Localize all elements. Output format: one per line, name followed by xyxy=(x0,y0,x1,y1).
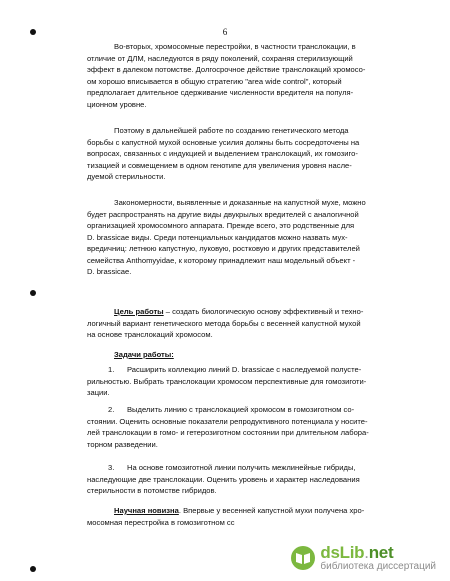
binder-hole-dot xyxy=(30,29,36,35)
text-line: на основе транслокаций хромосом. xyxy=(87,330,213,339)
text-line: отличие от ДЛМ, наследуются в ряду поколений, сохраняя стерилизующий xyxy=(87,53,353,63)
page-number: 6 xyxy=(222,27,228,37)
text-line: мосомная перестройка в гомозиготном сс xyxy=(87,517,235,527)
paragraph-1 xyxy=(87,41,409,110)
paragraph-3 xyxy=(87,197,409,278)
text-line: рильностью. Выбрать транслокации хромосом перспективные для гомозиготи- xyxy=(87,376,367,386)
text-line: Во-вторых, хромосомные перестройки, в частности транслокации, в xyxy=(114,42,356,51)
watermark-subtitle: библиотека диссертаций xyxy=(320,561,436,572)
text-line: наследующие две транслокации. Оценить уровень и характер наследования xyxy=(87,474,360,484)
text-line: лей транслокации в гомо- и гетерозиготном состоянии при длительном лабора- xyxy=(87,428,369,437)
text-line: . Впервые у весенней капустной мухи получена хро- xyxy=(178,506,365,515)
text-line: ционном уровне. xyxy=(87,99,147,109)
text-line: D. brassicae. xyxy=(87,267,132,276)
text-line: эффект в далеком потомстве. Долгосрочное действие транслокаций хромосо- xyxy=(87,65,366,74)
text-line: будет распространять на другие виды двукрылых вредителей с аналогичной xyxy=(87,209,359,219)
text-line: семейства Anthomyyidae, к которому принадлежит наш модельный объект - xyxy=(87,255,356,265)
text-line: 1. Расширить коллекцию линий D. brassicae с наследуемой полусте- xyxy=(108,365,362,374)
text-line: Поэтому в дальнейшей работе по созданию генетического метода xyxy=(114,126,349,135)
text-line: – создать биологическую основу эффективный и техно- xyxy=(163,307,364,316)
tasks-label: Задачи работы: xyxy=(114,350,174,359)
text-line: дуемой стерильности. xyxy=(87,172,166,181)
task-3 xyxy=(87,462,409,497)
goal-label: Цель работы xyxy=(114,307,164,316)
text-line: тизацией и совмещением в одном генотипе для увеличения уровня насле- xyxy=(87,160,352,170)
text-line: 2. Выделить линию с транслокацией хромосом в гомозиготном со- xyxy=(108,405,355,414)
text-line: организацией хромосомного аппарата. Прежде всего, это родственные для xyxy=(87,221,355,230)
dslib-watermark xyxy=(290,543,436,573)
text-line: 3. На основе гомозиготной линии получить межлинейные гибриды, xyxy=(108,463,356,472)
text-line: стерильности в потомстве гибридов. xyxy=(87,486,217,495)
text-line: логичный вариант генетического метода борьбы с весенней капустной мухой xyxy=(87,318,361,328)
text-line: предполагает длительное сдерживание численности вредителя на популя- xyxy=(87,88,354,97)
novelty-paragraph xyxy=(87,505,409,528)
text-line: стоянии. Оценить основные показатели репродуктивного потенциала у носите- xyxy=(87,416,368,426)
text-line: вопросах, связанных с индукцией и выделением транслокаций, их гомозиго- xyxy=(87,149,358,158)
text-line: D. brassicae виды. Среди потенциальных кандидатов можно назвать мух- xyxy=(87,232,348,242)
binder-hole-dot xyxy=(30,290,36,296)
watermark-brand: dsLib.net xyxy=(320,543,394,562)
text-line: вредичниц: летнюю капустную, луковую, ростковую и других представителей xyxy=(87,244,360,253)
novelty-label: Научная новизна xyxy=(114,506,179,515)
binder-hole-dot xyxy=(30,566,36,572)
book-logo-icon xyxy=(290,545,316,571)
text-line: торном разведении. xyxy=(87,439,158,449)
text-line: Закономерности, выявленные и доказанные на капустной мухе, можно xyxy=(114,198,366,207)
tasks-heading xyxy=(87,349,409,361)
goal-paragraph xyxy=(87,306,409,341)
task-2 xyxy=(87,404,409,450)
text-line: борьбы с капустной мухой основные усилия должны быть сосредоточены на xyxy=(87,137,360,147)
text-line: ом хорошо вписывается в общую стратегию "area wide control", который xyxy=(87,76,342,86)
paragraph-2 xyxy=(87,125,409,183)
task-1 xyxy=(87,364,409,399)
text-line: зации. xyxy=(87,388,110,397)
